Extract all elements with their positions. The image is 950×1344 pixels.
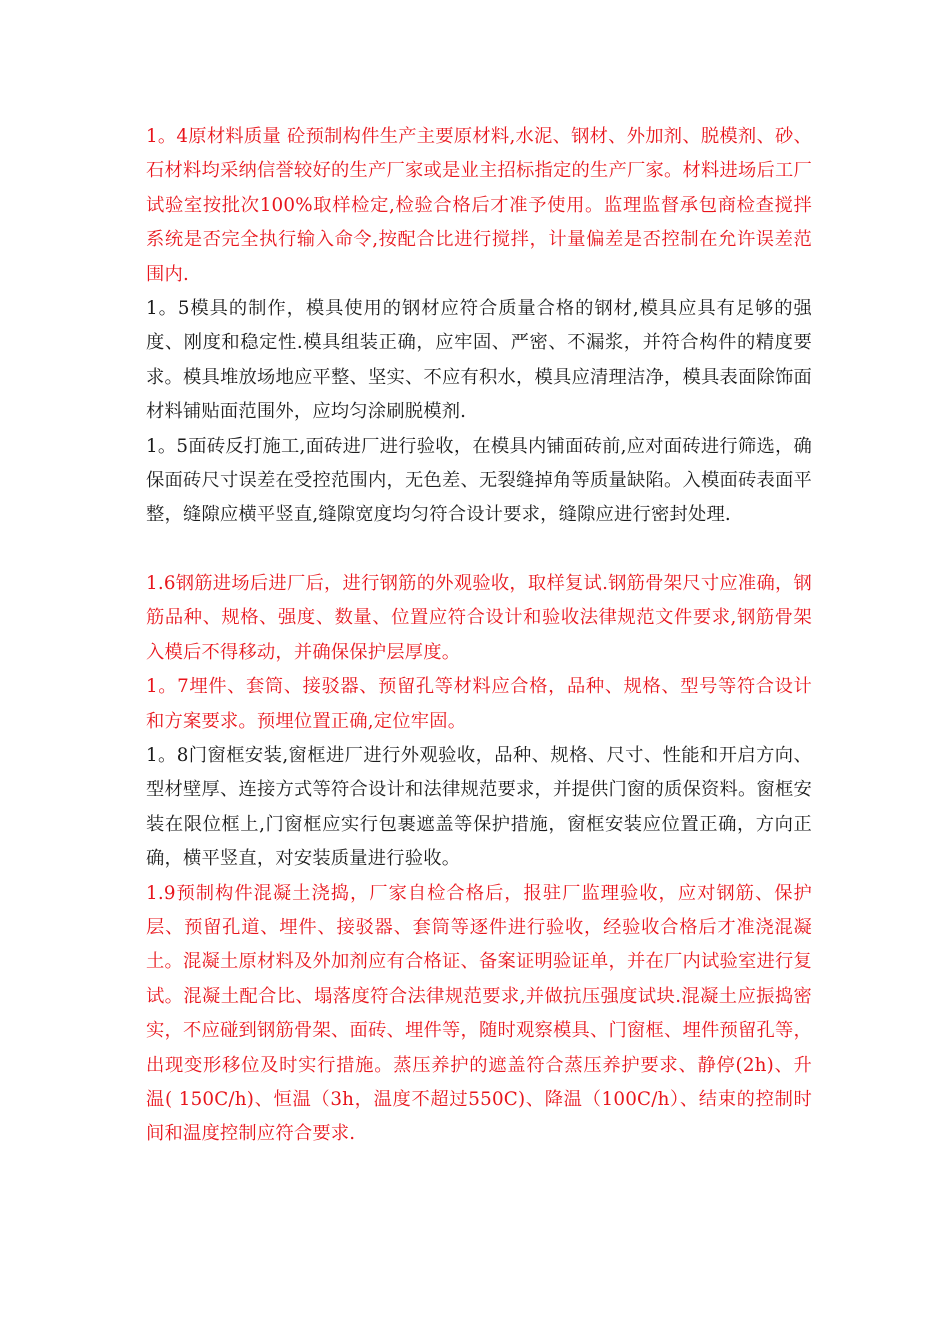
paragraph-1-7-embedded-parts: 1。7埋件、套筒、接驳器、预留孔等材料应合格，品种、规格、型号等符合设计和方案要求。预埋位置正确,定位牢固。 xyxy=(146,676,812,732)
paragraph-1-9-concrete: 1.9预制构件混凝土浇捣，厂家自检合格后，报驻厂监理验收，应对钢筋、保护层、预留孔道、埋件、接驳器、套筒等逐件进行验收，经验收合格后才准浇混凝土。混凝土原材料及外加剂应有合格证、备案证明验证单，并在厂内试验室进行复试。混凝土配合比、塌落度符合法律规范要求,并做抗压强度试块.混凝土应振捣密实，不应碰到钢筋骨架、面砖、埋件等，随时观察模具、门窗框、埋件预留孔等，出现变形移位及时实行措施。蒸压养护的遮盖符合蒸压养护要求、静停(2h)、升温( 150C/h)、恒温（3h，温度不超过550C)、降温（100C/h）、结束的控制时间和温度控制应符合要求. xyxy=(146,882,812,1145)
document-body xyxy=(146,120,812,1152)
paragraph-1-8-window-frame: 1。8门窗框安装,窗框进厂进行外观验收，品种、规格、尺寸、性能和开启方向、型材壁厚、连接方式等符合设计和法律规范要求，并提供门窗的质保资料。窗框安装在限位框上,门窗框应实行包裹遮盖等保护措施，窗框安装应位置正确，方向正确，横平竖直，对安装质量进行验收。 xyxy=(146,744,812,870)
paragraph-1-5-tile: 1。5面砖反打施工,面砖进厂进行验收，在模具内铺面砖前,应对面砖进行筛选，确保面砖尺寸误差在受控范围内，无色差、无裂缝掉角等质量缺陷。入模面砖表面平整，缝隙应横平竖直,缝隙宽度均匀符合设计要求，缝隙应进行密封处理. xyxy=(146,435,812,526)
paragraph-1-4-materials: 1。4原材料质量 砼预制构件生产主要原材料,水泥、钢材、外加剂、脱模剂、砂、石材料均采纳信誉较好的生产厂家或是业主招标指定的生产厂家。材料进场后工厂试验室按批次100%取样检定,检验合格后才准予使用。监理监督承包商检查搅拌系统是否完全执行输入命令,按配合比进行搅拌，计量偏差是否控制在允许误差范围内. xyxy=(146,126,812,285)
paragraph-1-6-rebar: 1.6钢筋进场后进厂后，进行钢筋的外观验收，取样复试.钢筋骨架尺寸应准确，钢筋品种、规格、强度、数量、位置应符合设计和验收法律规范文件要求,钢筋骨架入模后不得移动，并确保保护层厚度。 xyxy=(146,572,812,663)
paragraph-1-5-mold: 1。5模具的制作，模具使用的钢材应符合质量合格的钢材,模具应具有足够的强度、刚度和稳定性.模具组装正确，应牢固、严密、不漏浆，并符合构件的精度要求。模具堆放场地应平整、坚实、不应有积水，模具应清理洁净，模具表面除饰面材料铺贴面范围外，应均匀涂刷脱模剂. xyxy=(146,298,812,423)
paragraph-spacer xyxy=(146,533,812,567)
